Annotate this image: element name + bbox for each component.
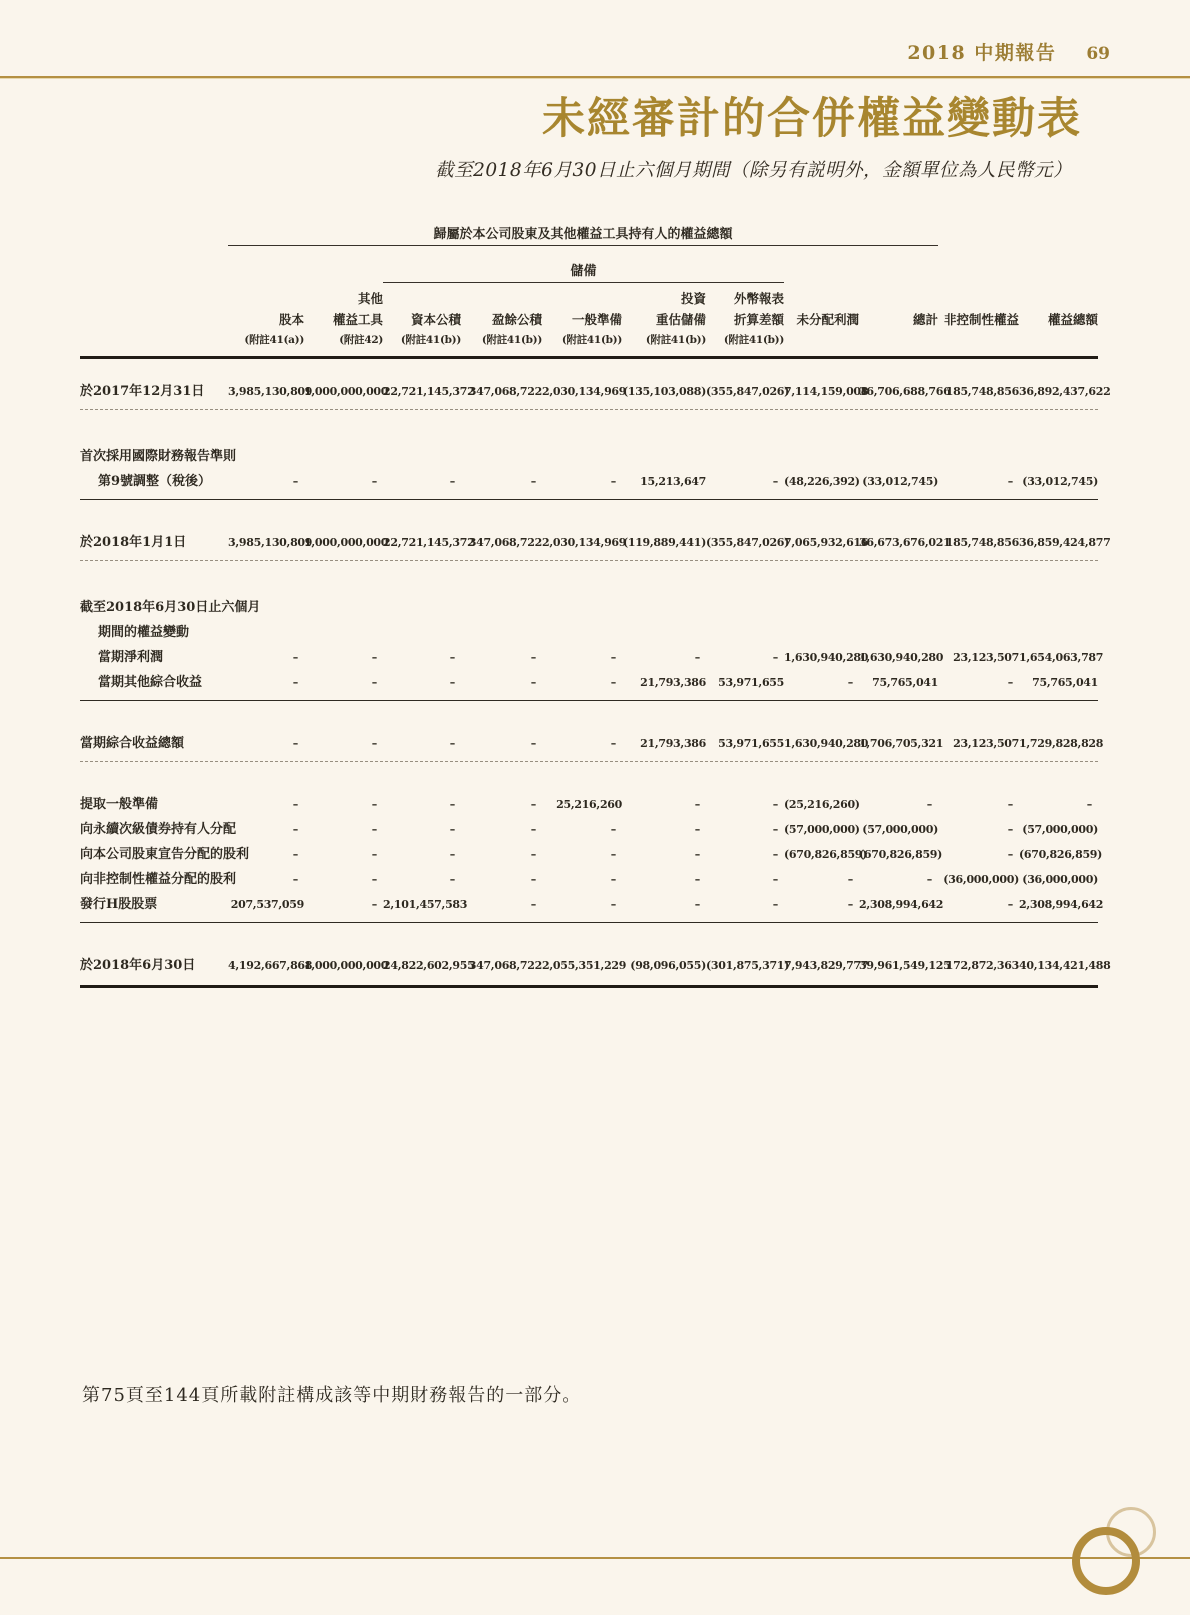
cell-value: –	[371, 823, 377, 836]
cell-value: –	[1007, 823, 1013, 836]
row-label: 當期其他綜合收益	[98, 675, 203, 690]
row-label: 當期淨利潤	[98, 650, 164, 665]
cell-value: –	[772, 475, 778, 488]
cell-value: –	[772, 873, 778, 886]
cell-value: 2,030,134,969	[542, 536, 627, 549]
cell-value: –	[772, 798, 778, 811]
row-label: 向非控制性權益分配的股利	[80, 872, 237, 887]
cell-value: 2,308,994,642	[859, 898, 944, 911]
cell-value: –	[530, 475, 536, 488]
row-label: 於2018年1月1日	[80, 535, 187, 550]
cell-value: (36,000,000)	[1022, 873, 1098, 886]
cell-value: (33,012,745)	[1022, 475, 1098, 488]
cell-value: 7,065,932,616	[784, 536, 869, 549]
cell-value: 36,859,424,877	[1019, 536, 1111, 549]
cell-value: (57,000,000)	[862, 823, 938, 836]
cell-value: 3,985,130,809	[228, 385, 313, 398]
page-title: 未經審計的合併權益變動表	[542, 94, 1082, 144]
table-row	[80, 842, 1103, 867]
footer-note: 第75頁至144頁所載附註構成該等中期財務報告的一部分。	[82, 1385, 582, 1406]
cell-value: –	[926, 798, 932, 811]
table-row	[80, 817, 1098, 842]
table-row	[80, 379, 1111, 410]
row-label: 提取一般準備	[80, 797, 159, 812]
cell-value: 7,114,159,008	[784, 385, 869, 398]
row-label: 向永續次級債券持有人分配	[80, 822, 237, 837]
cell-value: –	[530, 737, 536, 750]
logo-circle-large	[1072, 1527, 1140, 1595]
cell-value: –	[610, 737, 616, 750]
cell-value: (98,096,055)	[630, 959, 706, 972]
row-label: 首次採用國際財務報告準則 第9號調整（稅後）	[80, 449, 237, 489]
cell-value: –	[694, 798, 700, 811]
cell-value: 7,943,829,777	[784, 959, 869, 972]
cell-value: –	[1007, 475, 1013, 488]
column-header: 總計	[912, 312, 938, 327]
cell-value: –	[926, 873, 932, 886]
cell-value: –	[610, 676, 616, 689]
cell-value: –	[371, 651, 377, 664]
cell-value: 185,748,856	[945, 385, 1019, 398]
cell-value: 39,961,549,125	[859, 959, 951, 972]
cell-value: (355,847,026)	[706, 536, 790, 549]
cell-value: –	[1086, 798, 1092, 811]
table-row	[80, 595, 1098, 645]
cell-value: –	[449, 651, 455, 664]
cell-value: 172,872,363	[945, 959, 1019, 972]
cell-value: 22,721,145,372	[383, 536, 475, 549]
cell-value: 1,630,940,280	[784, 651, 869, 664]
cell-value: 2,308,994,642	[1019, 898, 1104, 911]
cell-value: –	[449, 475, 455, 488]
column-header: 未分配利潤	[796, 312, 859, 327]
column-header: 投資 重估儲備 (附註41(b))	[645, 291, 706, 346]
group-header-reserves	[80, 246, 1098, 283]
cell-value: 347,068,722	[468, 959, 542, 972]
cell-value: –	[449, 873, 455, 886]
cell-value: –	[530, 823, 536, 836]
cell-value: –	[449, 848, 455, 861]
cell-value: 347,068,722	[468, 536, 542, 549]
group-header-rule	[383, 282, 784, 283]
cell-value: –	[847, 873, 853, 886]
cell-value: 53,971,655	[718, 737, 784, 750]
cell-value: (57,000,000)	[1022, 823, 1098, 836]
row-label: 當期綜合收益總額	[80, 736, 185, 751]
cell-value: –	[772, 651, 778, 664]
cell-value: –	[610, 848, 616, 861]
row-label: 於2018年6月30日	[80, 958, 196, 973]
cell-value: –	[1007, 898, 1013, 911]
cell-value: (57,000,000)	[784, 823, 860, 836]
column-header: 資本公積 (附註41(b))	[400, 312, 461, 346]
table-row	[80, 530, 1111, 561]
table-row	[80, 670, 1098, 701]
cell-value: –	[371, 676, 377, 689]
cell-value: (25,216,260)	[784, 798, 860, 811]
column-header: 盈餘公積 (附註41(b))	[481, 312, 542, 346]
cell-value: (670,826,859)	[1019, 848, 1103, 861]
cell-value: –	[694, 823, 700, 836]
table-row	[80, 444, 1098, 500]
cell-value: 207,537,059	[230, 898, 304, 911]
column-header: 非控制性權益	[943, 312, 1019, 327]
cell-value: –	[847, 898, 853, 911]
equity-change-table	[80, 220, 1111, 988]
cell-value: (36,000,000)	[943, 873, 1019, 886]
cell-value: 1,000,000,000	[304, 959, 389, 972]
cell-value: 4,192,667,868	[228, 959, 313, 972]
cell-value: (33,012,745)	[862, 475, 938, 488]
cell-value: 40,134,421,488	[1019, 959, 1111, 972]
cell-value: 1,654,063,787	[1019, 651, 1104, 664]
cell-value: –	[371, 898, 377, 911]
cell-value: (119,889,441)	[622, 536, 706, 549]
cell-value: –	[292, 823, 298, 836]
table-row	[80, 953, 1111, 988]
title-block	[435, 94, 1082, 182]
table-body	[80, 379, 1111, 988]
cell-value: –	[694, 651, 700, 664]
cell-value: –	[530, 676, 536, 689]
table-row	[80, 867, 1098, 892]
table-row	[80, 892, 1104, 923]
table-row	[80, 645, 1104, 670]
cell-value: 25,216,260	[556, 798, 622, 811]
cell-value: 1,630,940,280	[784, 737, 869, 750]
cell-value: 21,793,386	[640, 676, 706, 689]
cell-value: –	[1007, 676, 1013, 689]
group-header-attributable	[80, 220, 1098, 246]
cell-value: –	[449, 823, 455, 836]
cell-value: –	[292, 651, 298, 664]
cell-value: 347,068,722	[468, 385, 542, 398]
header-divider	[0, 76, 1190, 78]
cell-value: –	[610, 823, 616, 836]
cell-value: –	[610, 651, 616, 664]
cell-value: –	[292, 475, 298, 488]
cell-value: –	[772, 898, 778, 911]
cell-value: 1,706,705,321	[859, 737, 944, 750]
cell-value: 22,721,145,372	[383, 385, 475, 398]
cell-value: 1,630,940,280	[859, 651, 944, 664]
cell-value: 75,765,041	[1032, 676, 1098, 689]
cell-value: 36,673,676,021	[859, 536, 951, 549]
cell-value: –	[530, 798, 536, 811]
cell-value: 21,793,386	[640, 737, 706, 750]
cell-value: (355,847,026)	[706, 385, 790, 398]
report-title: 2018 中期報告	[907, 42, 1057, 64]
cell-value: (135,103,088)	[622, 385, 706, 398]
page-subtitle: 截至2018年6月30日止六個月期間（除另有説明外，金額單位為人民幣元）	[435, 160, 1072, 181]
cell-value: –	[530, 651, 536, 664]
cell-value: (670,826,859)	[784, 848, 868, 861]
cell-value: (301,875,371)	[706, 959, 790, 972]
row-label: 截至2018年6月30日止六個月 期間的權益變動	[80, 600, 261, 640]
cell-value: –	[371, 848, 377, 861]
row-label: 發行H股股票	[80, 897, 158, 912]
cell-value: –	[694, 873, 700, 886]
cell-value: –	[371, 873, 377, 886]
cell-value: –	[694, 848, 700, 861]
cell-value: 36,892,437,622	[1019, 385, 1111, 398]
table-row	[80, 792, 1098, 817]
cell-value: 23,123,507	[953, 651, 1019, 664]
table-row	[80, 731, 1104, 762]
footer-rule	[0, 1557, 1190, 1559]
cell-value: 2,101,457,583	[383, 898, 468, 911]
cell-value: –	[449, 798, 455, 811]
column-header: 外幣報表 折算差額 (附註41(b))	[723, 291, 784, 346]
cell-value: 36,706,688,766	[859, 385, 951, 398]
cell-value: –	[610, 898, 616, 911]
cell-value: 23,123,507	[953, 737, 1019, 750]
cell-value: (670,826,859)	[859, 848, 943, 861]
page-number: 69	[1086, 44, 1110, 64]
cell-value: –	[292, 737, 298, 750]
column-header: 一般準備 (附註41(b))	[561, 312, 622, 346]
column-header: 權益總額	[1047, 312, 1098, 327]
cell-value: –	[610, 873, 616, 886]
cell-value: 1,729,828,828	[1019, 737, 1104, 750]
cell-value: 53,971,655	[718, 676, 784, 689]
cell-value: 185,748,856	[945, 536, 1019, 549]
row-label: 於2017年12月31日	[80, 384, 205, 399]
cell-value: –	[772, 823, 778, 836]
cell-value: –	[530, 898, 536, 911]
group-header-attributable-label: 歸屬於本公司股東及其他權益工具持有人的權益總額	[433, 227, 733, 242]
cell-value: 75,765,041	[872, 676, 938, 689]
cell-value: 15,213,647	[640, 475, 706, 488]
cell-value: –	[772, 848, 778, 861]
cell-value: –	[449, 676, 455, 689]
cell-value: 1,000,000,000	[304, 536, 389, 549]
cell-value: 24,822,602,955	[383, 959, 475, 972]
column-header: 股本 (附註41(a))	[244, 312, 304, 346]
cell-value: –	[292, 676, 298, 689]
cell-value: –	[530, 848, 536, 861]
row-label: 向本公司股東宣告分配的股利	[80, 847, 250, 862]
cell-value: –	[1007, 848, 1013, 861]
cell-value: 3,985,130,809	[228, 536, 313, 549]
cell-value: –	[292, 873, 298, 886]
cell-value: 2,055,351,229	[542, 959, 627, 972]
cell-value: –	[449, 737, 455, 750]
group-header-reserves-label: 儲備	[570, 264, 597, 279]
cell-value: –	[1007, 798, 1013, 811]
cell-value: –	[371, 798, 377, 811]
cell-value: –	[371, 475, 377, 488]
cell-value: 2,030,134,969	[542, 385, 627, 398]
cell-value: (48,226,392)	[784, 475, 860, 488]
cell-value: –	[847, 676, 853, 689]
column-header-row	[80, 283, 1098, 359]
page-header	[907, 38, 1110, 65]
cell-value: 1,000,000,000	[304, 385, 389, 398]
cell-value: –	[292, 798, 298, 811]
cell-value: –	[694, 898, 700, 911]
column-header: 其他 權益工具 (附註42)	[332, 291, 383, 346]
cell-value: –	[530, 873, 536, 886]
cell-value: –	[292, 848, 298, 861]
cell-value: –	[610, 475, 616, 488]
cell-value: –	[371, 737, 377, 750]
